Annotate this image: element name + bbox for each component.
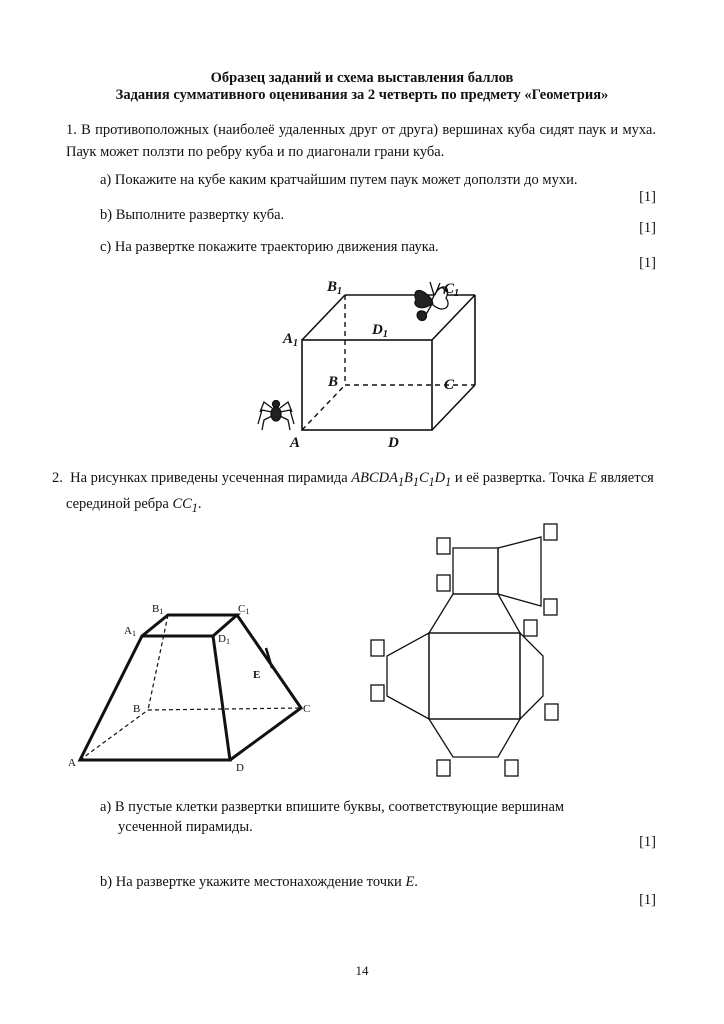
cube-label-B: B bbox=[328, 374, 339, 390]
item-text: На развертке укажите местонахождение точки bbox=[115, 874, 406, 890]
net-empty-cell[interactable] bbox=[371, 685, 384, 701]
cube-label-B1: $B_1$ bbox=[327, 279, 343, 297]
pyr-label-A: A bbox=[68, 757, 76, 769]
item-text: Покажите на кубе каким кратчайшим путем паук может доползти до мухи. bbox=[114, 172, 578, 188]
net-empty-cell[interactable] bbox=[505, 760, 518, 776]
task1-item-a bbox=[100, 170, 656, 190]
net-empty-cell[interactable] bbox=[544, 599, 557, 615]
task1-text: 1. В противоположных (наиболеё удаленных друг от друга) вершинах куба сидят паук и муха. Паук может ползти по ребру куба и по диагонали грани куба. bbox=[66, 122, 656, 160]
net-top-square bbox=[453, 548, 498, 594]
pyr-label-B1: B1 bbox=[152, 603, 164, 616]
score: [1] bbox=[639, 220, 656, 236]
cube-hidden-edges bbox=[302, 295, 475, 430]
net-empty-cell[interactable] bbox=[544, 524, 557, 540]
net-face-right bbox=[520, 633, 543, 719]
cube-label-A1: $A_1$ bbox=[283, 331, 299, 349]
header-title-line2: Задания суммативного оценивания за 2 четверть по предмету «Геометрия» bbox=[115, 87, 609, 103]
pyramid-front-face bbox=[80, 636, 230, 760]
item-text-line2: усеченной пирамиды. bbox=[118, 819, 253, 835]
item-text: На развертке покажите траекторию движения паука. bbox=[114, 239, 439, 255]
net-face-left bbox=[387, 633, 429, 719]
cube-label-C1: $C_1$ bbox=[444, 281, 460, 299]
item-label: b) bbox=[100, 207, 113, 223]
cube-figure bbox=[250, 272, 480, 457]
pyramid-figure bbox=[60, 590, 330, 780]
task1-item-c bbox=[100, 237, 656, 257]
net-base bbox=[429, 633, 520, 719]
net-empty-cell[interactable] bbox=[371, 640, 384, 656]
task2-item-b: b) На развертке укажите местонахождение точки E. bbox=[100, 874, 418, 890]
pyr-label-B: B bbox=[133, 703, 141, 715]
pyr-label-A1: A1 bbox=[124, 625, 136, 638]
pyr-label-C1: C1 bbox=[238, 603, 250, 616]
net-empty-cell[interactable] bbox=[437, 575, 450, 591]
task2-number: 2. bbox=[52, 470, 63, 486]
cube-label-A: A bbox=[290, 435, 301, 451]
net-empty-cell[interactable] bbox=[437, 538, 450, 554]
item-label: a) bbox=[100, 799, 112, 815]
task2-text: 2. На рисунках приведены усеченная пирамида $ABCDA_1B_1C_1D_1$ и её развертка. Точка E является серединой ребра $CC_1$. bbox=[52, 470, 654, 515]
cube-label-D: D bbox=[388, 435, 399, 451]
pyr-label-C: C bbox=[303, 703, 311, 715]
score: [1] bbox=[639, 255, 656, 271]
item-text: В пустые клетки развертки впишите буквы, соответствующие вершинам bbox=[114, 799, 565, 815]
task2-item-a bbox=[100, 797, 656, 837]
net-face-top bbox=[429, 594, 520, 633]
net-empty-cell[interactable] bbox=[524, 620, 537, 636]
pyramid-net-figure bbox=[362, 518, 567, 783]
item-label: b) bbox=[100, 874, 113, 890]
pyr-label-D1: D1 bbox=[218, 633, 230, 646]
item-text: Выполните развертку куба. bbox=[115, 207, 285, 223]
net-empty-cell[interactable] bbox=[545, 704, 558, 720]
score: [1] bbox=[639, 892, 656, 908]
task1-item-b bbox=[100, 205, 656, 225]
net-side-face bbox=[498, 537, 541, 606]
pyr-label-E: E bbox=[253, 669, 261, 681]
page-number: 14 bbox=[355, 963, 369, 978]
item-label: a) bbox=[100, 172, 112, 188]
cube-label-C: C bbox=[444, 377, 455, 393]
cube-label-D1: $D_1$ bbox=[372, 322, 388, 340]
spider-icon bbox=[258, 401, 294, 431]
pyr-label-D: D bbox=[236, 762, 244, 774]
score: [1] bbox=[639, 189, 656, 205]
item-label: c) bbox=[100, 239, 112, 255]
header-title-line1: Образец заданий и схема выставления баллов bbox=[210, 70, 514, 86]
net-empty-cell[interactable] bbox=[437, 760, 450, 776]
net-face-bottom bbox=[429, 719, 520, 757]
score: [1] bbox=[639, 834, 656, 850]
